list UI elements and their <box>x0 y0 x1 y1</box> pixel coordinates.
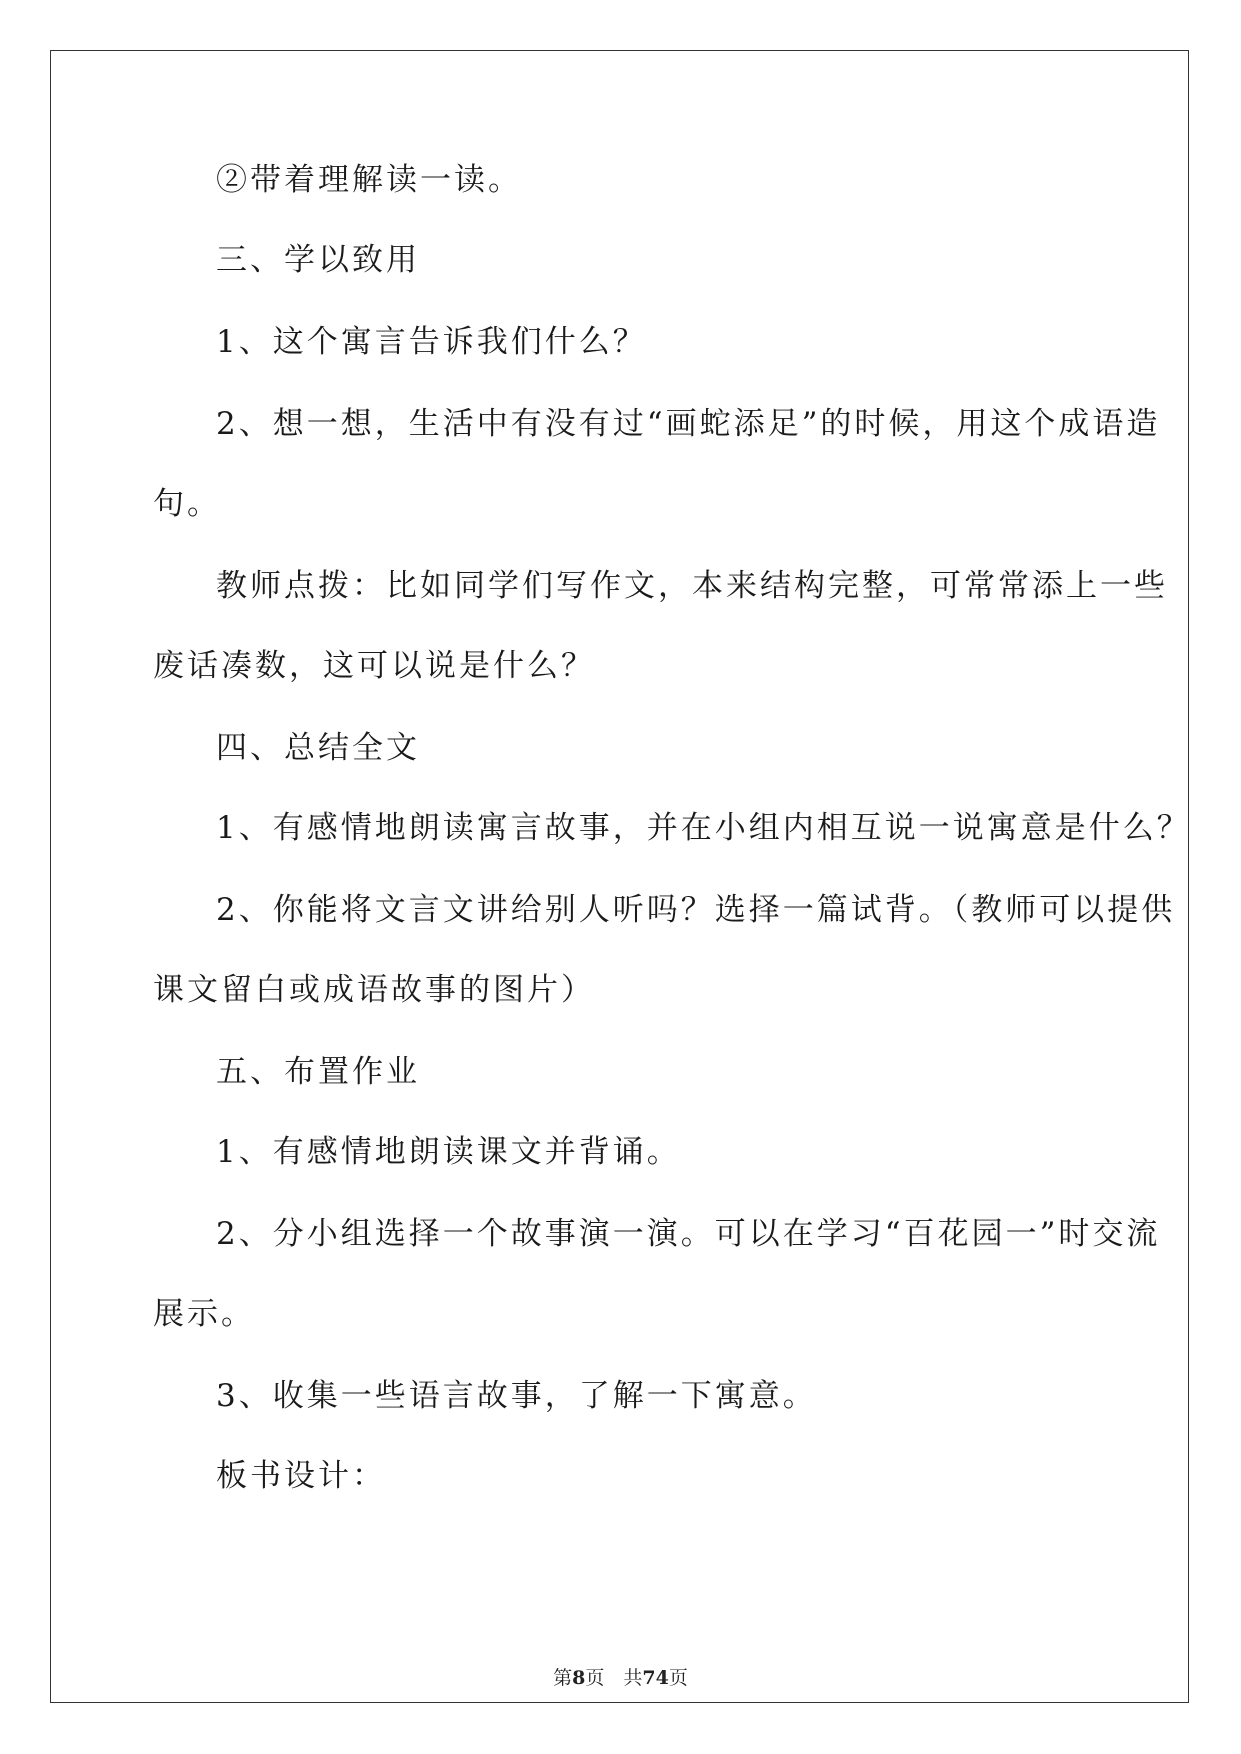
section-heading: 五、布置作业 <box>216 1054 420 1090</box>
total-page-number: 74 <box>642 1667 669 1689</box>
text-line: 句。 <box>153 486 221 522</box>
text-line: 1、这个寓言告诉我们什么？ <box>216 324 647 360</box>
section-heading: 四、总结全文 <box>216 730 420 766</box>
text-line: 2、想一想，生活中有没有过“画蛇添足”的时候，用这个成语造 <box>216 406 1161 442</box>
page-footer <box>0 1666 1241 1690</box>
text-line: 板书设计： <box>216 1458 386 1494</box>
text-line: 2、你能将文言文讲给别人听吗？选择一篇试背。（教师可以提供 <box>216 892 1176 928</box>
current-page-number: 8 <box>572 1667 586 1689</box>
text-line: 1、有感情地朗读寓言故事，并在小组内相互说一说寓意是什么？ <box>216 810 1191 846</box>
section-heading: 三、学以致用 <box>216 242 420 278</box>
text-line: 展示。 <box>153 1296 255 1332</box>
text-line: ②带着理解读一读。 <box>216 162 522 198</box>
text-line: 废话凑数，这可以说是什么？ <box>153 648 595 684</box>
footer-middle: 页 共 <box>585 1667 643 1689</box>
text-line: 教师点拨：比如同学们写作文，本来结构完整，可常常添上一些 <box>216 568 1168 604</box>
footer-suffix: 页 <box>668 1667 688 1689</box>
text-line: 课文留白或成语故事的图片） <box>153 972 595 1008</box>
footer-prefix: 第 <box>553 1667 573 1689</box>
text-line: 3、收集一些语言故事，了解一下寓意。 <box>216 1378 817 1414</box>
text-line: 1、有感情地朗读课文并背诵。 <box>216 1134 681 1170</box>
text-line: 2、分小组选择一个故事演一演。可以在学习“百花园一”时交流 <box>216 1216 1161 1252</box>
